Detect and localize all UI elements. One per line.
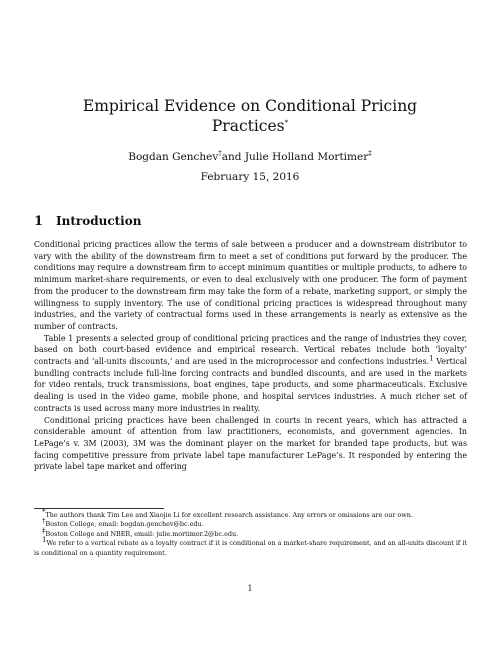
footnote-mark: 1 <box>42 536 47 545</box>
paragraph-2-part-b: Vertical bundling contracts include full-line forcing contracts and bundled discounts, and are used in the markets for video rentals, truck transmissions, boat engines, tape products, and some pharmaceuticals. Exclusive dealing is used in the video game, mobile phone, and hospital services industries. A much richer set of contracts is used across many more industries in reality. <box>34 357 467 413</box>
paragraph-1: Conditional pricing practices allow the terms of sale between a producer and a downstream distributor to vary with the ability of the downstream firm to meet a set of conditions put forward by the producer. The conditions may require a downstream firm to accept minimum quantities or multiple products, to adhere to minimum market-share requirements, or even to deal exclusively with one producer. The form of payment from the producer to the downstream firm may take the form of a rebate, marketing support, or simply the willingness to supply inventory. The use of conditional pricing practices is widespread throughout many industries, and the variety of contractual forms used in these arrangements is nearly as extensive as the number of contracts. <box>34 240 467 331</box>
author2-footnote-mark: ‡ <box>368 149 372 158</box>
body-text <box>34 239 467 473</box>
footnote-text: The authors thank Tim Lee and Xiaojie Li for excellent research assistance. Any errors or omissions are our own. <box>45 511 413 519</box>
author1-footnote-mark: † <box>218 149 222 158</box>
footnote-mark: * <box>42 507 46 516</box>
page-number: 1 <box>247 584 253 593</box>
footnote-1 <box>34 536 467 558</box>
title-line-1: Empirical Evidence on Conditional Pricing <box>82 97 418 115</box>
footnotes <box>34 507 467 558</box>
footnote-mark: ‡ <box>42 526 46 535</box>
footnote-text: Boston College, email: bogdan.genchev@bc.edu. <box>45 520 204 529</box>
paragraph-2 <box>34 333 467 415</box>
footnote-dagger <box>34 517 467 529</box>
footnote-text: We refer to a vertical rebate as a loyalty contract if it is conditional on a market-share requirement, and an all-units discount if it is conditional on a quantity requirement. <box>34 539 467 557</box>
title-footnote-mark: * <box>284 118 289 127</box>
footnote-divider <box>34 508 164 509</box>
author-genchev: Bogdan Genchev <box>128 151 219 163</box>
footnote-double-dagger <box>34 526 467 539</box>
paragraph-2-part-a: Table 1 presents a selected group of conditional pricing practices and the range of industries they cover, based on both court-based evidence and empirical research. Vertical rebates include both ‘loyalty’ contracts and ‘all-units discounts,’ and are used in the microprocessor and confections industries. <box>34 333 467 367</box>
paper-title <box>40 96 460 136</box>
title-line-2: Practices <box>211 117 285 135</box>
paper-date: February 15, 2016 <box>200 171 300 183</box>
section-heading <box>34 214 141 229</box>
footnote-text: Boston College and NBER, email: julie.mortimer.2@bc.edu. <box>45 529 239 538</box>
footnote-star <box>34 507 467 520</box>
paragraph-3: Conditional pricing practices have been challenged in courts in recent years, which has attracted a considerable amount of attention from law practitioners, economists, and government agencies. In LePage’s v. 3M (2003), 3M was the dominant player on the market for branded tape products, but was facing competitive pressure from private label tape manufacturer LePage’s. It responded by entering the private label tape market and offering <box>34 415 467 472</box>
author-connector: and Julie Holland Mortimer <box>221 151 369 163</box>
section-title: Introduction <box>56 214 142 228</box>
section-number: 1 <box>34 214 44 229</box>
author-line <box>40 150 460 164</box>
footnote-mark: † <box>42 517 46 526</box>
footnote-ref-1: 1 <box>429 354 434 363</box>
